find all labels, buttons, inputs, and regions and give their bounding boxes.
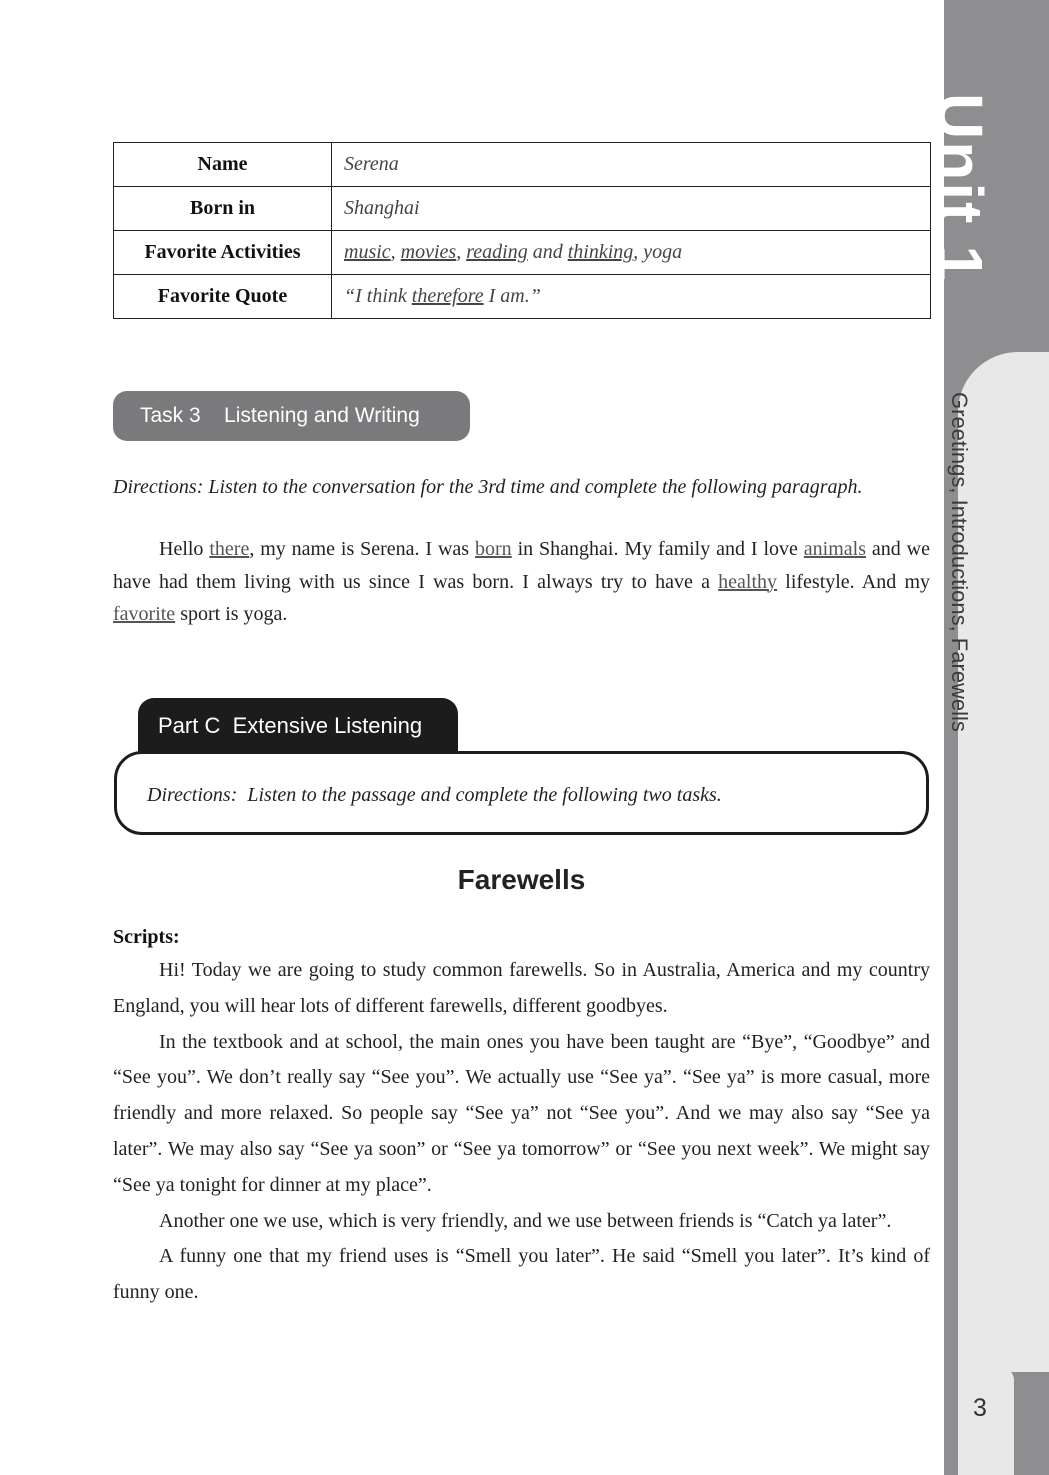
script-paragraph: In the textbook and at school, the main ones you have been taught are “Bye”, “Goodbye” and “See you”. We don’t really say “See you”. We actually use “See ya”. “See ya” is more casual, more friendly and more relaxed. So people say “See ya” not “See you”. And we may also say “See ya later”. We may also say “See ya soon” or “See ya tomorrow” or “See you next week”. We might say “See ya tonight for dinner at my place”. — [113, 1030, 930, 1196]
table-key: Born in — [114, 187, 332, 231]
paragraph-text: in Shanghai. My family and I love — [511, 538, 804, 560]
table-row — [114, 275, 931, 319]
answer-word: thinking — [567, 241, 634, 263]
table-value: Serena — [332, 143, 931, 187]
table-text: I am.” — [483, 285, 541, 307]
part-c-directions: Directions: Listen to the passage and complete the following two tasks. — [147, 784, 722, 806]
answer-word: reading — [466, 241, 528, 263]
chapter-title: Greetings, Introductions, Farewells — [947, 392, 972, 732]
answer-word: there — [209, 538, 250, 560]
script-paragraph: Another one we use, which is very friendly, and we use between friends is “Catch ya later”. — [159, 1209, 892, 1232]
script-body — [113, 953, 930, 1311]
table-row — [114, 143, 931, 187]
section-title: Farewells — [457, 864, 586, 895]
answer-word: favorite — [113, 603, 176, 625]
unit-label: Unit 1 — [924, 93, 996, 283]
paragraph-text: lifestyle. And my — [777, 570, 931, 593]
table-value — [332, 275, 931, 319]
scripts-label: Scripts: — [113, 926, 180, 948]
paragraph-text: sport is yoga. — [175, 603, 288, 625]
table-key: Favorite Activities — [114, 231, 332, 275]
table-key: Name — [114, 143, 332, 187]
answer-word: animals — [803, 538, 867, 560]
script-paragraph: A funny one that my friend uses is “Smell you later”. He said “Smell you later”. It’s kind of funny one. — [113, 1245, 930, 1304]
paragraph-text: , my name is Serena. I was — [249, 538, 475, 560]
answer-word: music — [344, 241, 391, 263]
table-text: and — [527, 241, 568, 263]
task3-heading: Task 3 Listening and Writing — [113, 391, 470, 441]
part-c-heading: Part C Extensive Listening — [138, 698, 458, 754]
table-row — [114, 187, 931, 231]
table-key: Favorite Quote — [114, 275, 332, 319]
profile-table — [113, 142, 931, 319]
table-text: “I think — [344, 285, 412, 307]
answer-word: healthy — [718, 570, 778, 593]
paragraph-text: Hello — [159, 538, 210, 560]
answer-word: born — [475, 538, 512, 560]
table-value: Shanghai — [332, 187, 931, 231]
table-text: , — [456, 241, 467, 263]
table-text: , yoga — [633, 241, 683, 263]
paragraph-text: and we have had them living with us since I was born. I always try to have a — [113, 538, 931, 593]
script-paragraph: Hi! Today we are going to study common farewells. So in Australia, America and my country England, you will hear lots of different farewells, different goodbyes. — [113, 959, 930, 1017]
table-row — [114, 231, 931, 275]
table-value — [332, 231, 931, 275]
table-text: , — [390, 241, 401, 263]
task3-directions: Directions: Listen to the conversation for the 3rd time and complete the following paragraph. — [113, 476, 863, 498]
answer-word: therefore — [411, 285, 484, 307]
page-number: 3 — [973, 1394, 987, 1422]
task3-paragraph — [113, 533, 930, 631]
answer-word: movies — [400, 241, 457, 263]
